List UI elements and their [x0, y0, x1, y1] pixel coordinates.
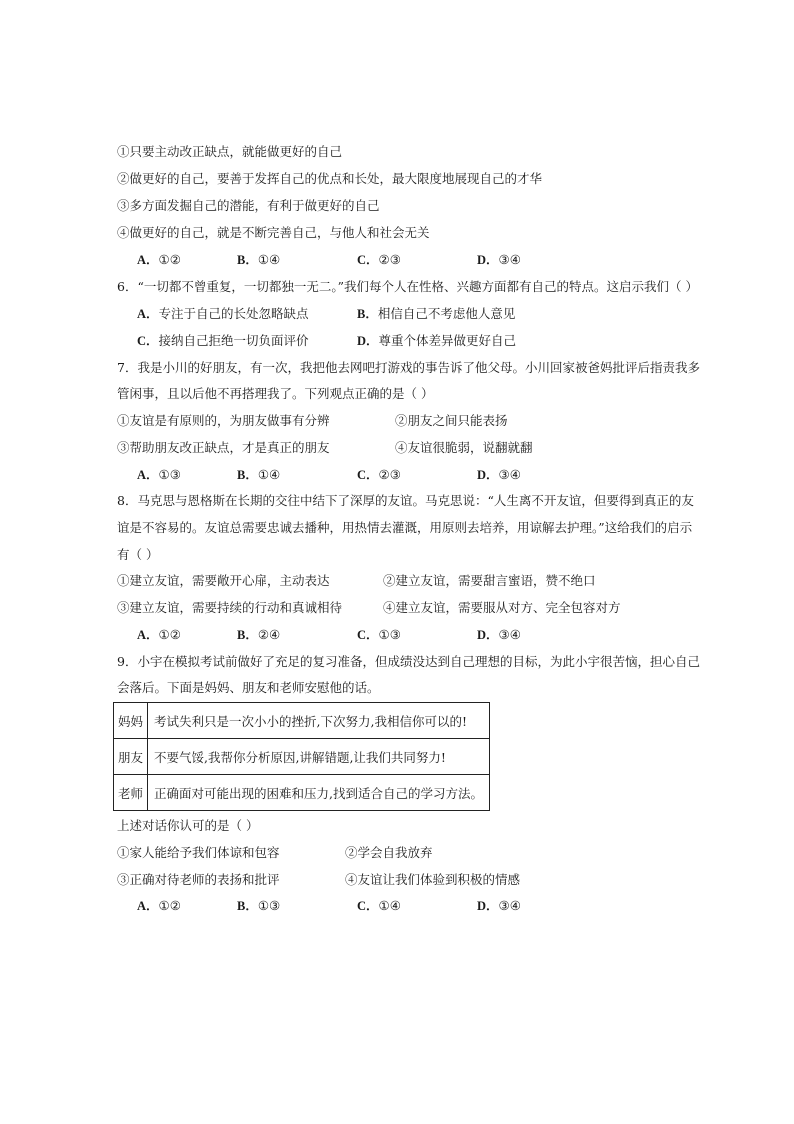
q7-option-c[interactable]: C．②③ — [357, 467, 401, 482]
q9-option-a[interactable]: A．①② — [137, 898, 181, 913]
q7-option-a[interactable]: A．①③ — [137, 467, 181, 482]
q9-option-d[interactable]: D．③④ — [477, 898, 521, 913]
q7-statement-2: ②朋友之间只能表扬 — [395, 413, 508, 428]
q7-statement-1: ①友谊是有原则的，为朋友做事有分辨 — [117, 413, 330, 428]
q5-option-b[interactable]: B．①④ — [237, 252, 281, 267]
q5-statement-2: ②做更好的自己，要善于发挥自己的优点和长处，最大限度地展现自己的才华 — [117, 171, 543, 186]
q9-statement-3: ③正确对待老师的表扬和批评 — [117, 872, 280, 887]
q8-option-c[interactable]: C．①③ — [357, 627, 401, 642]
q5-option-d[interactable]: D．③④ — [477, 252, 521, 267]
q5-statement-1: ①只要主动改正缺点，就能做更好的自己 — [117, 144, 343, 159]
q8-statement-2: ②建立友谊，需要甜言蜜语，赞不绝口 — [383, 573, 596, 588]
speech-cell: 不要气馁,我帮你分析原因,讲解错题,让我们共同努力! — [148, 739, 490, 775]
speaker-cell: 妈妈 — [114, 703, 148, 739]
q8-option-d[interactable]: D．③④ — [477, 627, 521, 642]
q8-statement-1: ①建立友谊，需要敞开心扉，主动表达 — [117, 573, 330, 588]
q5-statement-3: ③多方面发掘自己的潜能，有利于做更好的自己 — [117, 198, 380, 213]
q6-option-b[interactable]: B．相信自己不考虑他人意见 — [357, 306, 516, 321]
q9-option-c[interactable]: C．①④ — [357, 898, 401, 913]
q6-option-a[interactable]: A．专注于自己的长处忽略缺点 — [137, 306, 309, 321]
q8-statement-3: ③建立友谊，需要持续的行动和真诚相待 — [117, 600, 343, 615]
q5-option-a[interactable]: A．①② — [137, 252, 181, 267]
q5-statement-4: ④做更好的自己，就是不断完善自己，与他人和社会无关 — [117, 225, 430, 240]
q8-stem-line-3: 有（ ） — [117, 547, 159, 562]
q9-question: 上述对话你认可的是（ ） — [117, 818, 259, 833]
q9-statement-4: ④友谊让我们体验到积极的情感 — [345, 872, 521, 887]
q8-stem-line-2: 谊是不容易的。友谊总需要忠诚去播种，用热情去灌溉，用原则去培养，用谅解去护理。”这给我们的启示 — [117, 520, 693, 535]
q8-stem-line-1: 8．马克思与恩格斯在长期的交往中结下了深厚的友谊。马克思说：“人生离不开友谊，但要得到真正的友 — [117, 493, 694, 508]
speech-cell: 考试失利只是一次小小的挫折,下次努力,我相信你可以的! — [148, 703, 490, 739]
speech-cell: 正确面对可能出现的困难和压力,找到适合自己的学习方法。 — [148, 775, 490, 811]
q6-option-c[interactable]: C．接纳自己拒绝一切负面评价 — [137, 333, 309, 348]
q7-statement-3: ③帮助朋友改正缺点，才是真正的朋友 — [117, 440, 330, 455]
q6-option-d[interactable]: D．尊重个体差异做更好自己 — [357, 333, 517, 348]
q7-option-d[interactable]: D．③④ — [477, 467, 521, 482]
speaker-cell: 老师 — [114, 775, 148, 811]
q9-statement-2: ②学会自我放弃 — [345, 845, 433, 860]
q6-stem: 6．“一切都不曾重复，一切都独一无二。”我们每个人在性格、兴趣方面都有自己的特点。这启示我们（ ） — [117, 279, 698, 294]
q5-option-c[interactable]: C．②③ — [357, 252, 401, 267]
q7-stem-line-2: 管闲事，且以后他不再搭理我了。下列观点正确的是（ ） — [117, 386, 434, 401]
dialogue-row-teacher — [114, 775, 490, 811]
dialogue-row-friend — [114, 739, 490, 775]
q9-stem-line-1: 9．小宇在模拟考试前做好了充足的复习准备，但成绩没达到自己理想的目标，为此小宇很苦恼，担心自己 — [117, 654, 700, 669]
q7-option-b[interactable]: B．①④ — [237, 467, 281, 482]
speaker-cell: 朋友 — [114, 739, 148, 775]
q8-statement-4: ④建立友谊，需要服从对方、完全包容对方 — [383, 600, 621, 615]
q9-statement-1: ①家人能给予我们体谅和包容 — [117, 845, 280, 860]
dialogue-row-mom — [114, 703, 490, 739]
q7-statement-4: ④友谊很脆弱，说翻就翻 — [395, 440, 533, 455]
q8-option-b[interactable]: B．②④ — [237, 627, 281, 642]
dialogue-table — [113, 702, 490, 811]
q8-option-a[interactable]: A．①② — [137, 627, 181, 642]
q9-stem-line-2: 会落后。下面是妈妈、朋友和老师安慰他的话。 — [117, 680, 380, 695]
q9-option-b[interactable]: B．①③ — [237, 898, 281, 913]
q7-stem-line-1: 7．我是小川的好朋友，有一次，我把他去网吧打游戏的事告诉了他父母。小川回家被爸妈批评后指责我多 — [117, 360, 700, 375]
